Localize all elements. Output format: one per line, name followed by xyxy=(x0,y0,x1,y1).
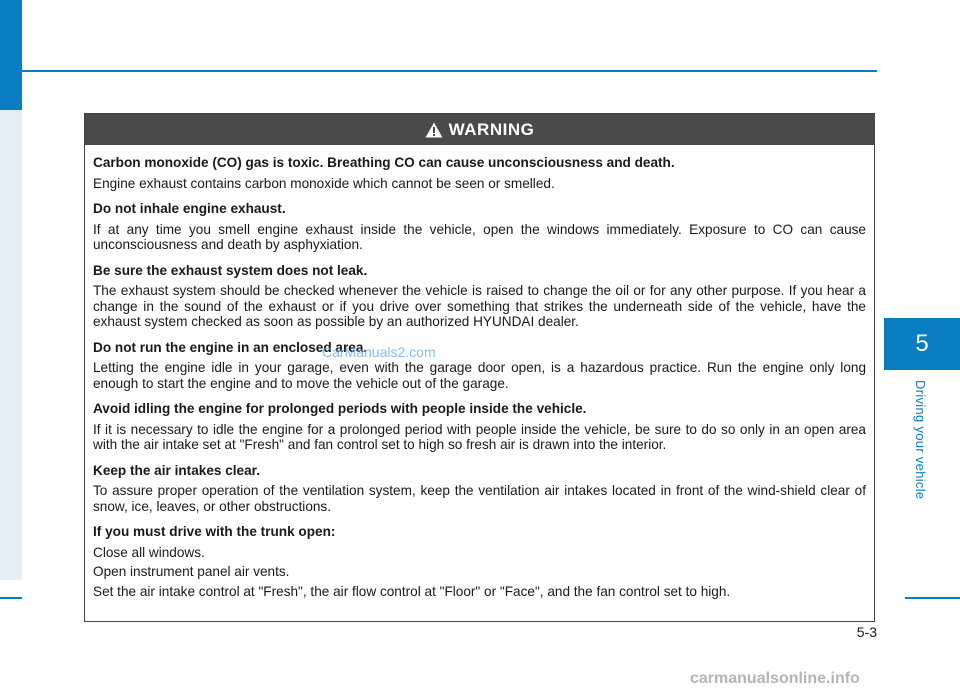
warning-section xyxy=(93,401,866,453)
warning-box xyxy=(84,113,875,622)
warning-section xyxy=(93,524,866,599)
footer-watermark: carmanualsonline.info xyxy=(690,670,860,687)
section-heading: Keep the air intakes clear. xyxy=(93,462,260,478)
top-divider xyxy=(22,70,877,72)
section-heading: Be sure the exhaust system does not leak. xyxy=(93,262,368,278)
left-side-strip xyxy=(0,110,22,580)
page-number: 5-3 xyxy=(856,624,877,640)
bottom-left-divider xyxy=(0,597,22,599)
bottom-right-divider xyxy=(905,597,960,599)
section-paragraph: The exhaust system should be checked whenever the vehicle is raised to change the oil or for any other purpose. If you hear a change in the sound of the exhaust or if you drive over something that strikes the underneath side of the vehicle, have the exhaust system checked as soon as possible by an authorized HYUNDAI dealer. xyxy=(93,283,866,329)
inline-watermark: CarManuals2.com xyxy=(322,344,436,360)
warning-title: WARNING xyxy=(448,119,535,139)
section-heading: Do not run the engine in an enclosed area. xyxy=(93,339,368,355)
warning-section xyxy=(93,463,866,515)
section-heading: Do not inhale engine exhaust. xyxy=(93,201,286,216)
section-paragraph: Set the air intake control at "Fresh", the air flow control at "Floor" or "Face", and the fan control set to high. xyxy=(93,583,731,599)
warning-body xyxy=(85,145,874,599)
section-heading: Avoid idling the engine for prolonged periods with people inside the vehicle. xyxy=(93,401,587,416)
section-paragraph: Letting the engine idle in your garage, even with the garage door open, is a hazardous practice. Run the engine only long enough to start the engine and to move the vehicle out of the garage. xyxy=(93,360,866,391)
warning-section xyxy=(93,155,866,191)
warning-header xyxy=(85,114,874,145)
left-accent-bar xyxy=(0,0,22,110)
section-paragraph: If at any time you smell engine exhaust inside the vehicle, open the windows immediately. Exposure to CO can cause unconsciousness and death by asphyxiation. xyxy=(93,221,866,252)
section-paragraph: If it is necessary to idle the engine for a prolonged period with people inside the vehicle, be sure to do so only in an open area with the air intake set at "Fresh" and fan control set to high so fresh air is drawn into the interior. xyxy=(93,421,866,452)
warning-section xyxy=(93,201,866,253)
section-heading: Carbon monoxide (CO) gas is toxic. Breathing CO can cause unconsciousness and death. xyxy=(93,155,675,170)
section-heading: If you must drive with the trunk open: xyxy=(93,524,336,539)
warning-section xyxy=(93,340,866,392)
section-paragraph: Engine exhaust contains carbon monoxide which cannot be seen or smelled. xyxy=(93,175,555,191)
chapter-number: 5 xyxy=(915,330,929,357)
warning-triangle-icon xyxy=(425,122,443,138)
section-paragraph: Open instrument panel air vents. xyxy=(93,564,290,579)
section-paragraph: Close all windows. xyxy=(93,544,205,560)
chapter-title: Driving your vehicle xyxy=(913,380,928,500)
section-paragraph: To assure proper operation of the ventilation system, keep the ventilation air intakes located in front of the wind-shield clear of snow, ice, leaves, or other obstructions. xyxy=(93,483,866,514)
chapter-tab xyxy=(884,318,960,370)
warning-section xyxy=(93,263,866,330)
